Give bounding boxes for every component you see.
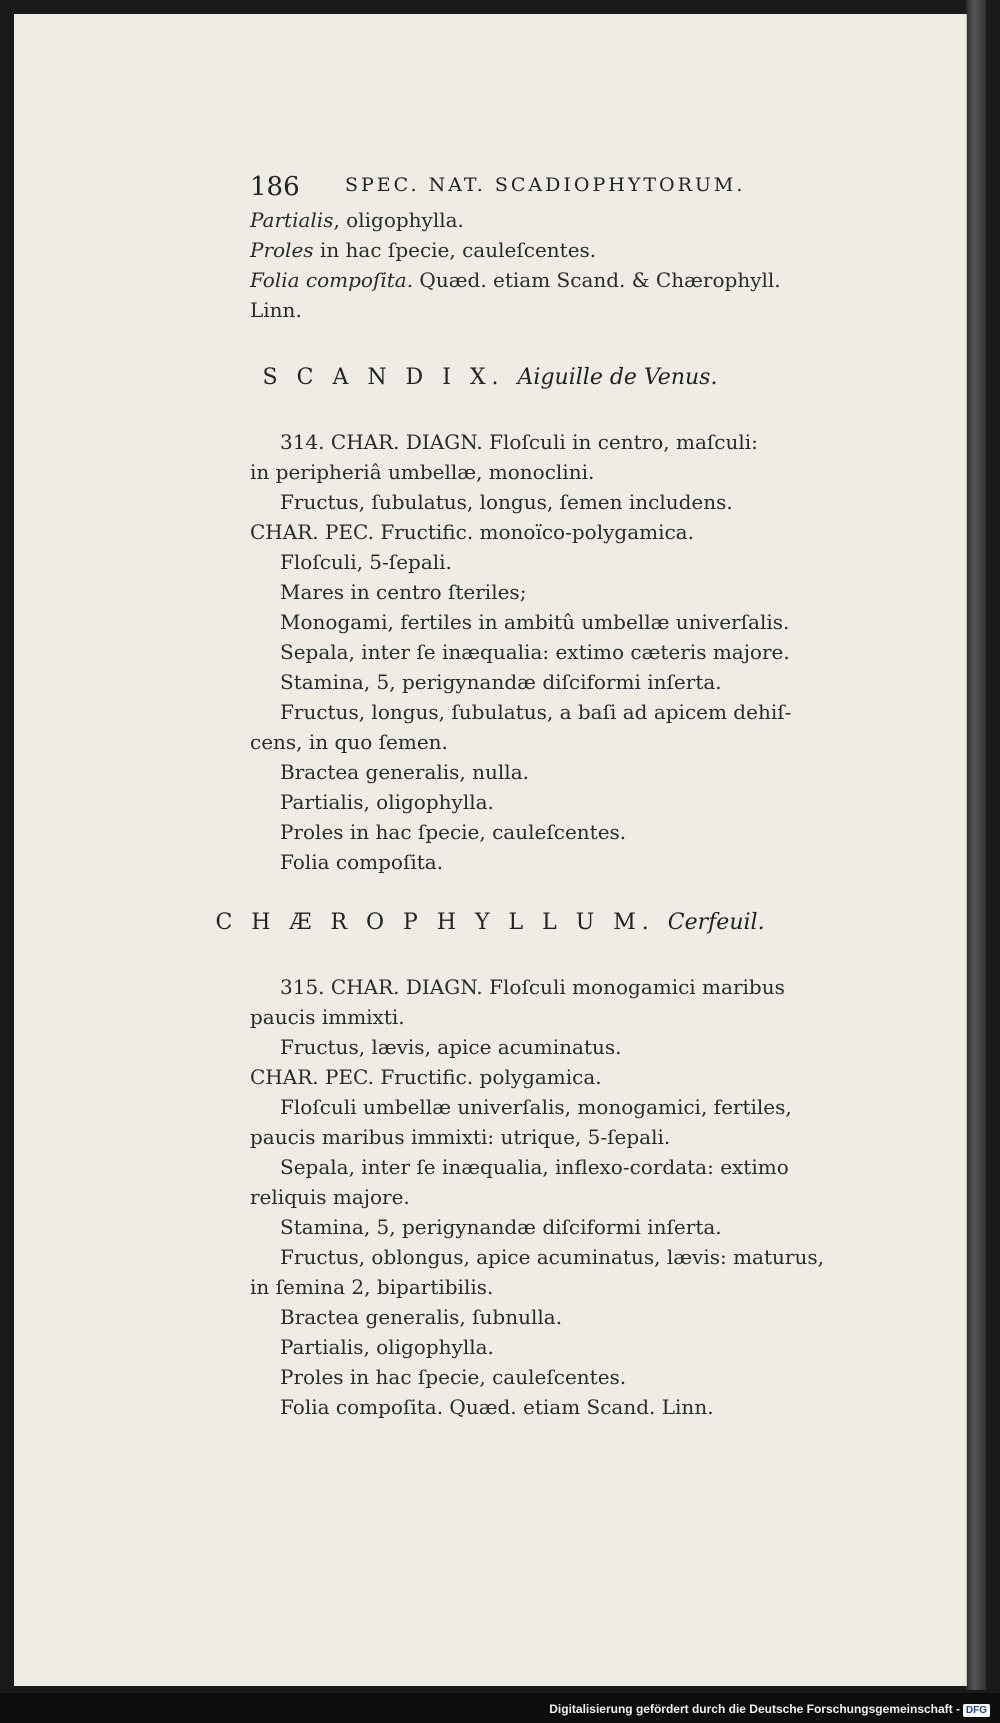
text-line: CHAR. PEC. Fructific. polygamica. xyxy=(250,1065,602,1089)
text-line: Fructus, oblongus, apice acuminatus, lævis: maturus, xyxy=(280,1245,824,1269)
text-line: CHAR. PEC. Fructific. monoïco-polygamica. xyxy=(250,520,694,544)
text-line: paucis maribus immixti: utrique, 5-ſepali. xyxy=(250,1125,671,1149)
text-line: 314. CHAR. DIAGN. Floſculi in centro, maſculi: xyxy=(280,430,758,454)
text-line: Sepala, inter ſe inæqualia: extimo cæteris majore. xyxy=(280,640,790,664)
text-line: Stamina, 5, perigynandæ diſciformi inſerta. xyxy=(280,670,722,694)
text-line: Sepala, inter ſe inæqualia, inflexo-cordata: extimo xyxy=(280,1155,789,1179)
text-line: Partialis, oligophylla. xyxy=(280,1335,494,1359)
text-line: Fructus, longus, ſubulatus, a baſi ad apicem dehiſ- xyxy=(280,700,792,724)
digitization-footer xyxy=(0,1693,1000,1723)
text-line: reliquis majore. xyxy=(250,1185,410,1209)
text-line: Proles in hac ſpecie, cauleſcentes. xyxy=(280,820,627,844)
genus-heading-scandix: S C A N D I X. Aiguille de Venus. xyxy=(262,365,718,390)
text-line: Monogami, fertiles in ambitû umbellæ univerſalis. xyxy=(280,610,790,634)
page-number: 186 xyxy=(250,172,300,202)
text-line: Proles in hac ſpecie, cauleſcentes. xyxy=(250,238,597,262)
running-title: SPEC. NAT. SCADIOPHYTORUM. xyxy=(345,174,746,196)
text-line: Partialis, oligophylla. xyxy=(280,790,494,814)
text-line: 315. CHAR. DIAGN. Floſculi monogamici maribus xyxy=(280,975,785,999)
text-line: Linn. xyxy=(250,298,302,322)
text-line: Partialis, oligophylla. xyxy=(250,208,464,232)
text-line: paucis immixti. xyxy=(250,1005,405,1029)
text-line: Folia compoſita. xyxy=(280,850,444,874)
text-line: Folia compoſita. Quæd. etiam Scand. Linn. xyxy=(280,1395,714,1419)
text-line: Fructus, lævis, apice acuminatus. xyxy=(280,1035,622,1059)
text-line: Fructus, ſubulatus, longus, ſemen includens. xyxy=(280,490,733,514)
text-line: in ſemina 2, bipartibilis. xyxy=(250,1275,494,1299)
page-header xyxy=(250,172,890,202)
text-line: Bractea generalis, ſubnulla. xyxy=(280,1305,563,1329)
genus-heading-chaerophyllum: C H Æ R O P H Y L L U M. Cerfeuil. xyxy=(215,910,765,935)
text-line: Proles in hac ſpecie, cauleſcentes. xyxy=(280,1365,627,1389)
dfg-logo: DFG xyxy=(963,1704,990,1717)
book-edge xyxy=(966,0,986,1690)
book-page xyxy=(14,14,967,1686)
footer-credit: Digitalisierung gefördert durch die Deutsche Forschungsgemeinschaft - xyxy=(549,1702,960,1716)
text-line: Bractea generalis, nulla. xyxy=(280,760,529,784)
text-line: Floſculi umbellæ univerſalis, monogamici, fertiles, xyxy=(280,1095,792,1119)
text-line: cens, in quo ſemen. xyxy=(250,730,448,754)
text-line: Floſculi, 5-ſepali. xyxy=(280,550,452,574)
text-line: Stamina, 5, perigynandæ diſciformi inſerta. xyxy=(280,1215,722,1239)
text-line: Mares in centro ſteriles; xyxy=(280,580,527,604)
text-line: in peripheriâ umbellæ, monoclini. xyxy=(250,460,595,484)
text-line: Folia compoſita. Quæd. etiam Scand. & Chærophyll. xyxy=(250,268,781,292)
